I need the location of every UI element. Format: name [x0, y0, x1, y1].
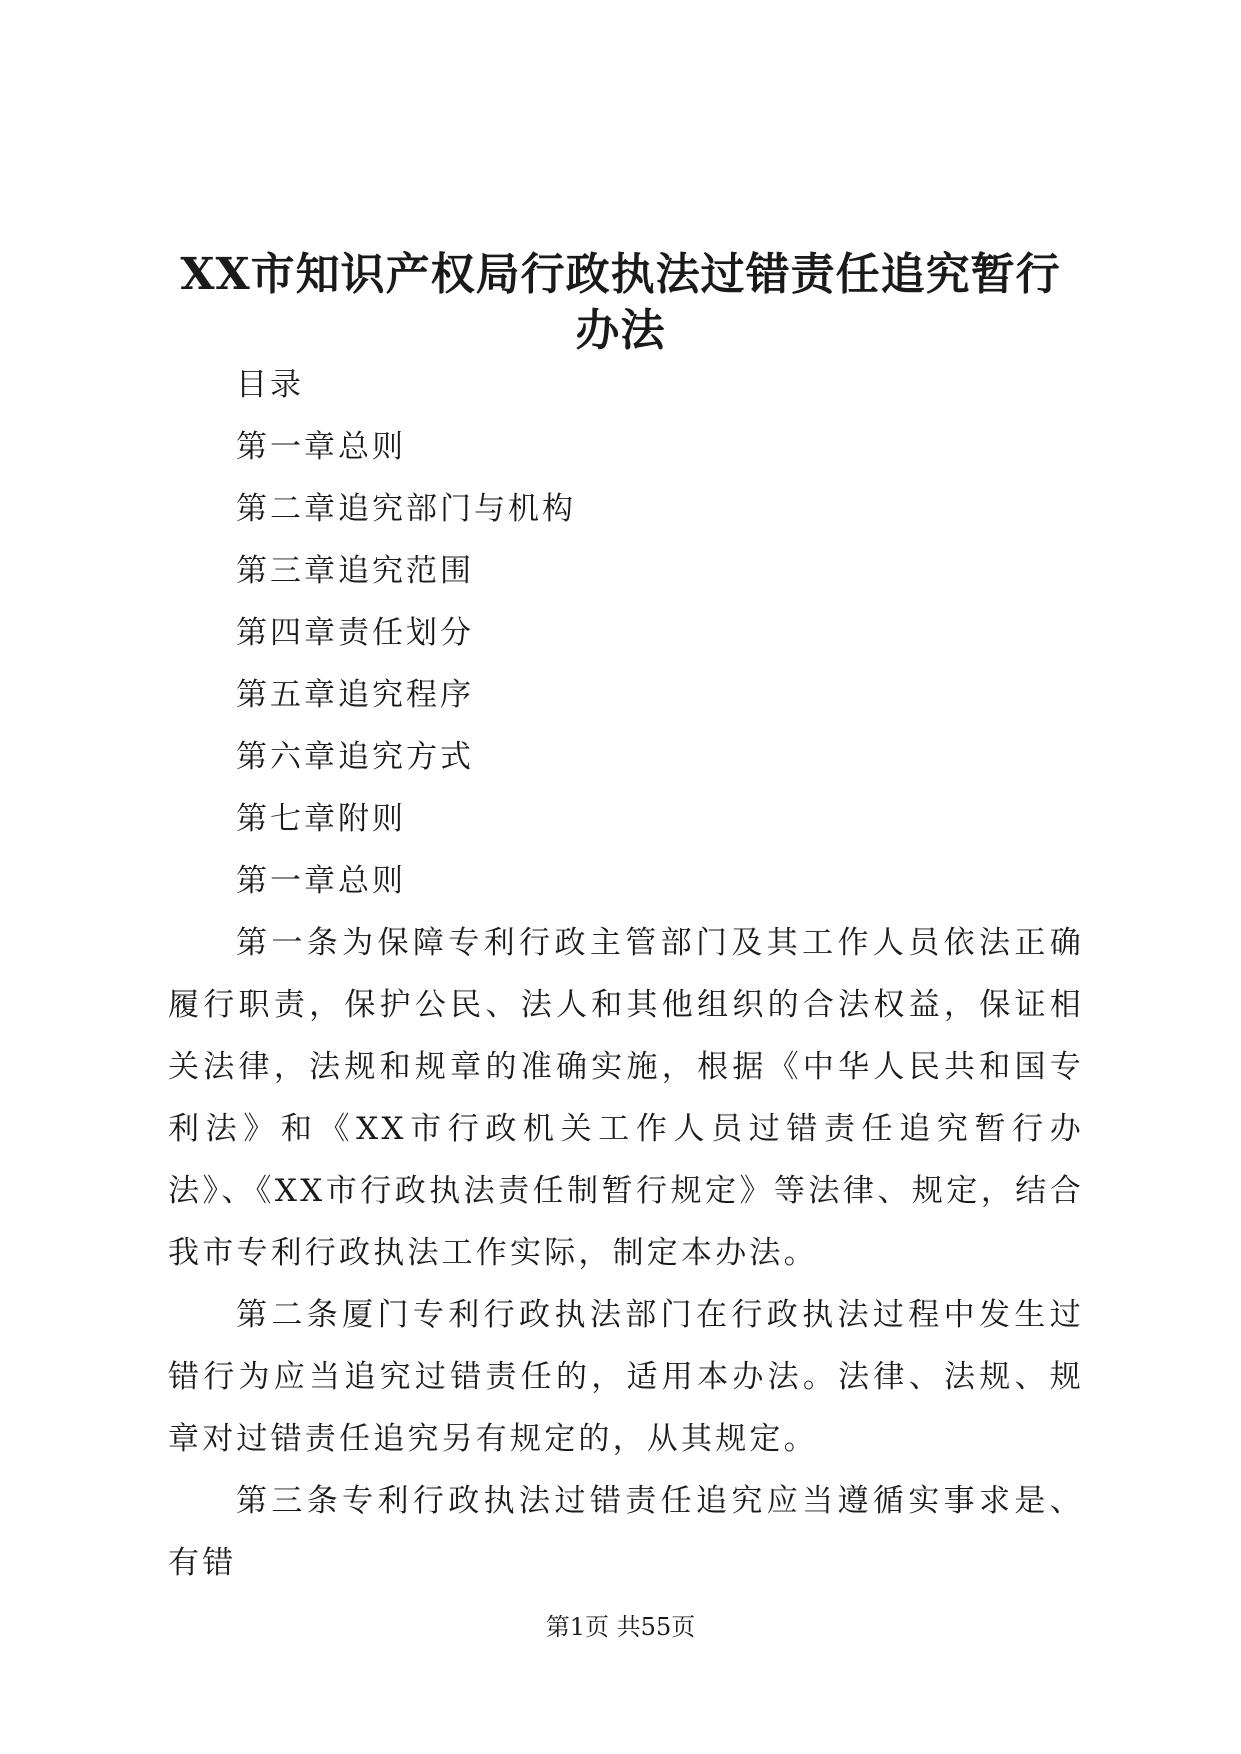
table-of-contents	[236, 354, 576, 912]
document-body	[168, 912, 1084, 1594]
article-2-paragraph: 第二条厦门专利行政执法部门在行政执法过程中发生过错行为应当追究过错责任的，适用本办法。法律、法规、规章对过错责任追究另有规定的，从其规定。	[168, 1297, 1084, 1457]
toc-item-chapter-1: 第一章总则	[236, 429, 406, 465]
document-title	[150, 247, 1091, 359]
toc-item-chapter-6: 第六章追究方式	[236, 739, 474, 775]
toc-item-chapter-4: 第四章责任划分	[236, 615, 474, 651]
article-1-paragraph: 第一条为保障专利行政主管部门及其工作人员依法正确履行职责，保护公民、法人和其他组织的合法权益，保证相关法律，法规和规章的准确实施，根据《中华人民共和国专利法》和《XX市行政机关工作人员过错责任追究暂行办法》、《XX市行政执法责任制暂行规定》等法律、规定，结合我市专利行政执法工作实际，制定本办法。	[168, 925, 1084, 1271]
toc-item-chapter-3: 第三章追究范围	[236, 553, 474, 589]
toc-item-chapter-2: 第二章追究部门与机构	[236, 491, 576, 527]
toc-item-chapter-5: 第五章追究程序	[236, 677, 474, 713]
chapter-heading: 第一章总则	[236, 863, 406, 899]
article-3-paragraph: 第三条专利行政执法过错责任追究应当遵循实事求是、有错	[168, 1483, 1084, 1581]
title-line-2: 办法	[575, 305, 666, 357]
title-line-1: XX市知识产权局行政执法过错责任追究暂行	[180, 249, 1061, 301]
toc-item-chapter-7: 第七章附则	[236, 801, 406, 837]
page-footer: 第1页 共55页	[545, 1613, 696, 1641]
toc-heading: 目录	[236, 367, 304, 403]
